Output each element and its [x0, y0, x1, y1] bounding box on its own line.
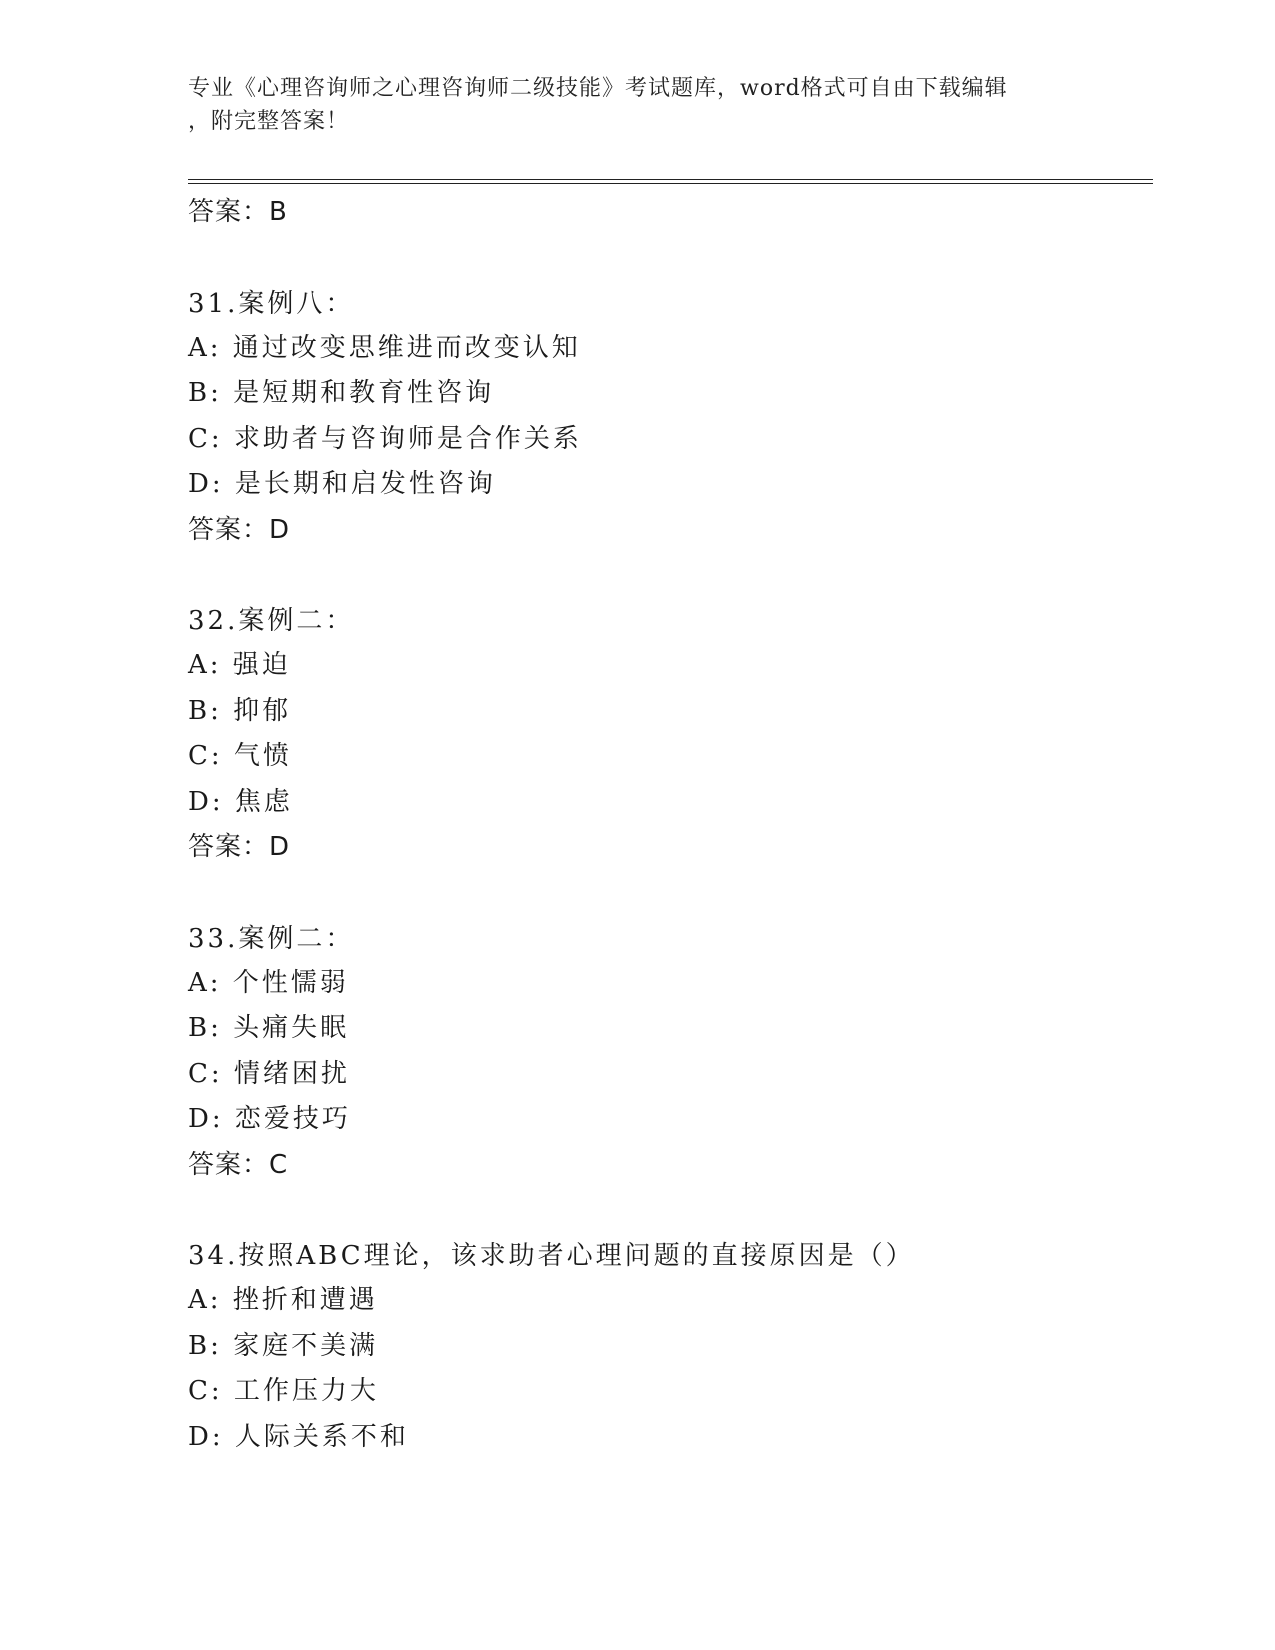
option-b: B: 头痛失眠 — [188, 1013, 350, 1043]
question-34 — [188, 1234, 1148, 1460]
option-c: C: 工作压力大 — [188, 1376, 379, 1406]
option-a: A: 通过改变思维进而改变认知 — [188, 332, 581, 363]
document-body — [188, 190, 1148, 1460]
answer-line: 答案：D — [188, 832, 291, 862]
option-d: D: 焦虑 — [188, 786, 293, 817]
answer-line: 答案：D — [188, 514, 291, 545]
question-title: 33.案例二： — [188, 923, 355, 954]
question-31 — [188, 282, 1148, 554]
question-32 — [188, 599, 1148, 871]
answer-line: 答案：C — [188, 1149, 289, 1180]
option-a: A: 挫折和遭遇 — [188, 1285, 378, 1315]
spacer — [188, 1188, 1148, 1234]
spacer — [188, 871, 1148, 917]
question-title: 34.按照ABC理论，该求助者心理问题的直接原因是（） — [188, 1241, 915, 1271]
header-divider — [188, 179, 1153, 184]
spacer — [188, 236, 1148, 282]
question-33 — [188, 917, 1148, 1189]
option-d: D: 是长期和启发性咨询 — [188, 469, 496, 499]
spacer — [188, 553, 1148, 599]
option-b: B: 家庭不美满 — [188, 1330, 379, 1361]
previous-answer: 答案：B — [188, 197, 288, 227]
option-a: A: 强迫 — [188, 650, 291, 680]
question-title: 31.案例八： — [188, 288, 355, 319]
option-b: B: 是短期和教育性咨询 — [188, 378, 495, 408]
option-a: A: 个性懦弱 — [188, 967, 349, 998]
option-c: C: 情绪困扰 — [188, 1058, 350, 1089]
option-c: C: 气愤 — [188, 741, 292, 771]
option-c: C: 求助者与咨询师是合作关系 — [188, 423, 582, 454]
question-title: 32.案例二： — [188, 606, 355, 636]
option-d: D: 恋爱技巧 — [188, 1104, 351, 1134]
page-header: 专业《心理咨询师之心理咨询师二级技能》考试题库，word格式可自由下载编辑 ，附完整答案！ — [188, 76, 1008, 134]
option-b: B: 抑郁 — [188, 695, 292, 726]
option-d: D: 人际关系不和 — [188, 1421, 409, 1452]
